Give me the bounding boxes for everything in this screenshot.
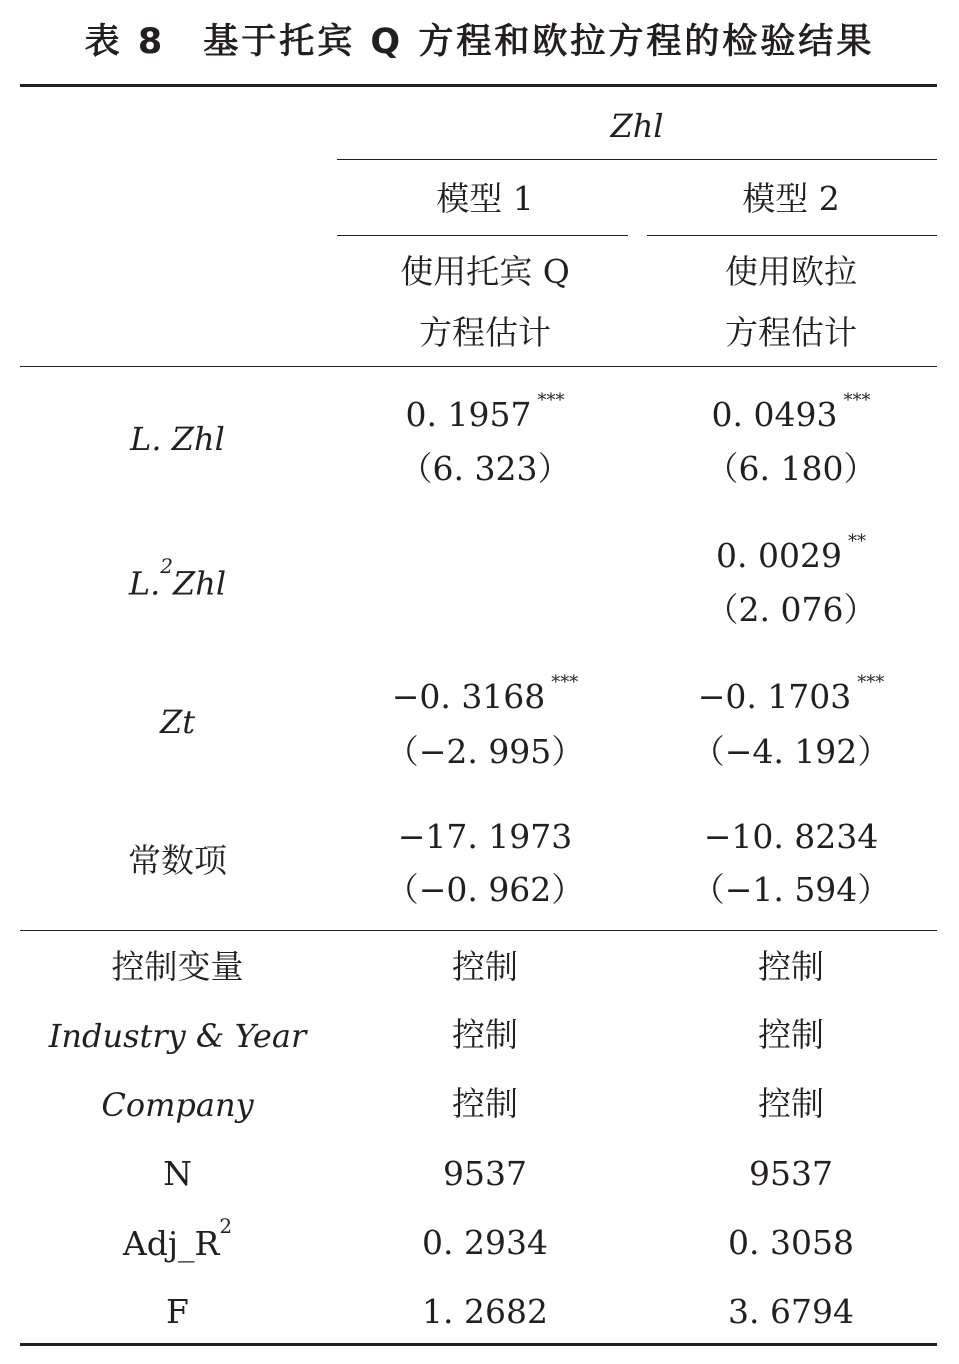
model2-label: 模型 2 [742, 179, 840, 218]
model2-desc-line2: 方程估计 [725, 313, 857, 352]
significance-stars: *** [551, 672, 579, 693]
n-label: N [163, 1154, 192, 1193]
coef-value: −0. 1703 [697, 677, 852, 716]
adj-r2-value: 0. 3058 [728, 1223, 854, 1262]
significance-stars: ** [847, 531, 866, 552]
adj-r2-base: Adj_R [122, 1224, 220, 1263]
bottom-rule [20, 1343, 937, 1346]
model1-label: 模型 1 [436, 179, 534, 218]
t-stat: （−2. 995） [385, 732, 585, 771]
model2-desc-line1: 使用欧拉 [725, 252, 857, 291]
f-value: 3. 6794 [728, 1292, 854, 1331]
table-title: 表 8 基于托宾 Q 方程和欧拉方程的检验结果 [84, 22, 875, 62]
control-label: 控制变量 [111, 947, 244, 986]
t-stat: （−4. 192） [691, 732, 891, 771]
control-value: 控制 [452, 947, 518, 986]
coef-cell [340, 390, 630, 434]
var-label [20, 554, 335, 603]
adj-r2-value: 0. 2934 [422, 1223, 548, 1262]
var-suffix: Zhl [173, 564, 227, 603]
coef-value: 0. 0493 [711, 395, 838, 434]
n-value: 9537 [443, 1154, 527, 1193]
coef-cell [645, 531, 937, 575]
control-label: Company [101, 1086, 254, 1124]
coef-value: 0. 0029 [716, 536, 842, 575]
var-label: Zt [159, 703, 196, 741]
coef-value: −0. 3168 [391, 677, 546, 716]
coef-cell [645, 390, 937, 434]
var-label: 常数项 [128, 841, 227, 880]
f-value: 1. 2682 [422, 1292, 548, 1331]
adj-r2-superscript: 2 [219, 1214, 233, 1238]
coef-value: −10. 8234 [703, 817, 879, 856]
control-value: 控制 [452, 1015, 518, 1054]
var-superscript: 2 [160, 554, 174, 578]
t-stat: （6. 323） [399, 449, 571, 488]
control-label: Industry & Year [48, 1017, 307, 1055]
header-bottom-rule [20, 366, 937, 367]
f-label: F [166, 1292, 189, 1331]
significance-stars: *** [537, 390, 565, 411]
control-value: 控制 [758, 1084, 824, 1123]
t-stat: （−1. 594） [691, 870, 891, 909]
coef-value: 0. 1957 [405, 395, 532, 434]
control-value: 控制 [758, 947, 824, 986]
n-value: 9537 [749, 1154, 833, 1193]
coef-value: −17. 1973 [397, 817, 573, 856]
significance-stars: *** [857, 672, 885, 693]
control-value: 控制 [452, 1084, 518, 1123]
control-value: 控制 [758, 1015, 824, 1054]
t-stat: （6. 180） [705, 449, 877, 488]
model1-rule [337, 235, 628, 236]
dependent-variable-label: Zhl [610, 107, 664, 145]
spanner-rule [337, 159, 937, 160]
var-label: L. Zhl [130, 420, 225, 458]
coef-cell [645, 672, 937, 716]
t-stat: （−0. 962） [385, 870, 585, 909]
var-prefix: L. [128, 564, 161, 603]
coef-cell [340, 672, 630, 716]
model2-rule [647, 235, 937, 236]
top-rule [20, 84, 937, 87]
significance-stars: *** [843, 390, 871, 411]
t-stat: （2. 076） [705, 590, 877, 629]
adj-r2-label [20, 1214, 335, 1263]
body-controls-rule [20, 930, 937, 931]
model1-desc-line1: 使用托宾 Q [400, 252, 570, 291]
model1-desc-line2: 方程估计 [419, 313, 551, 352]
